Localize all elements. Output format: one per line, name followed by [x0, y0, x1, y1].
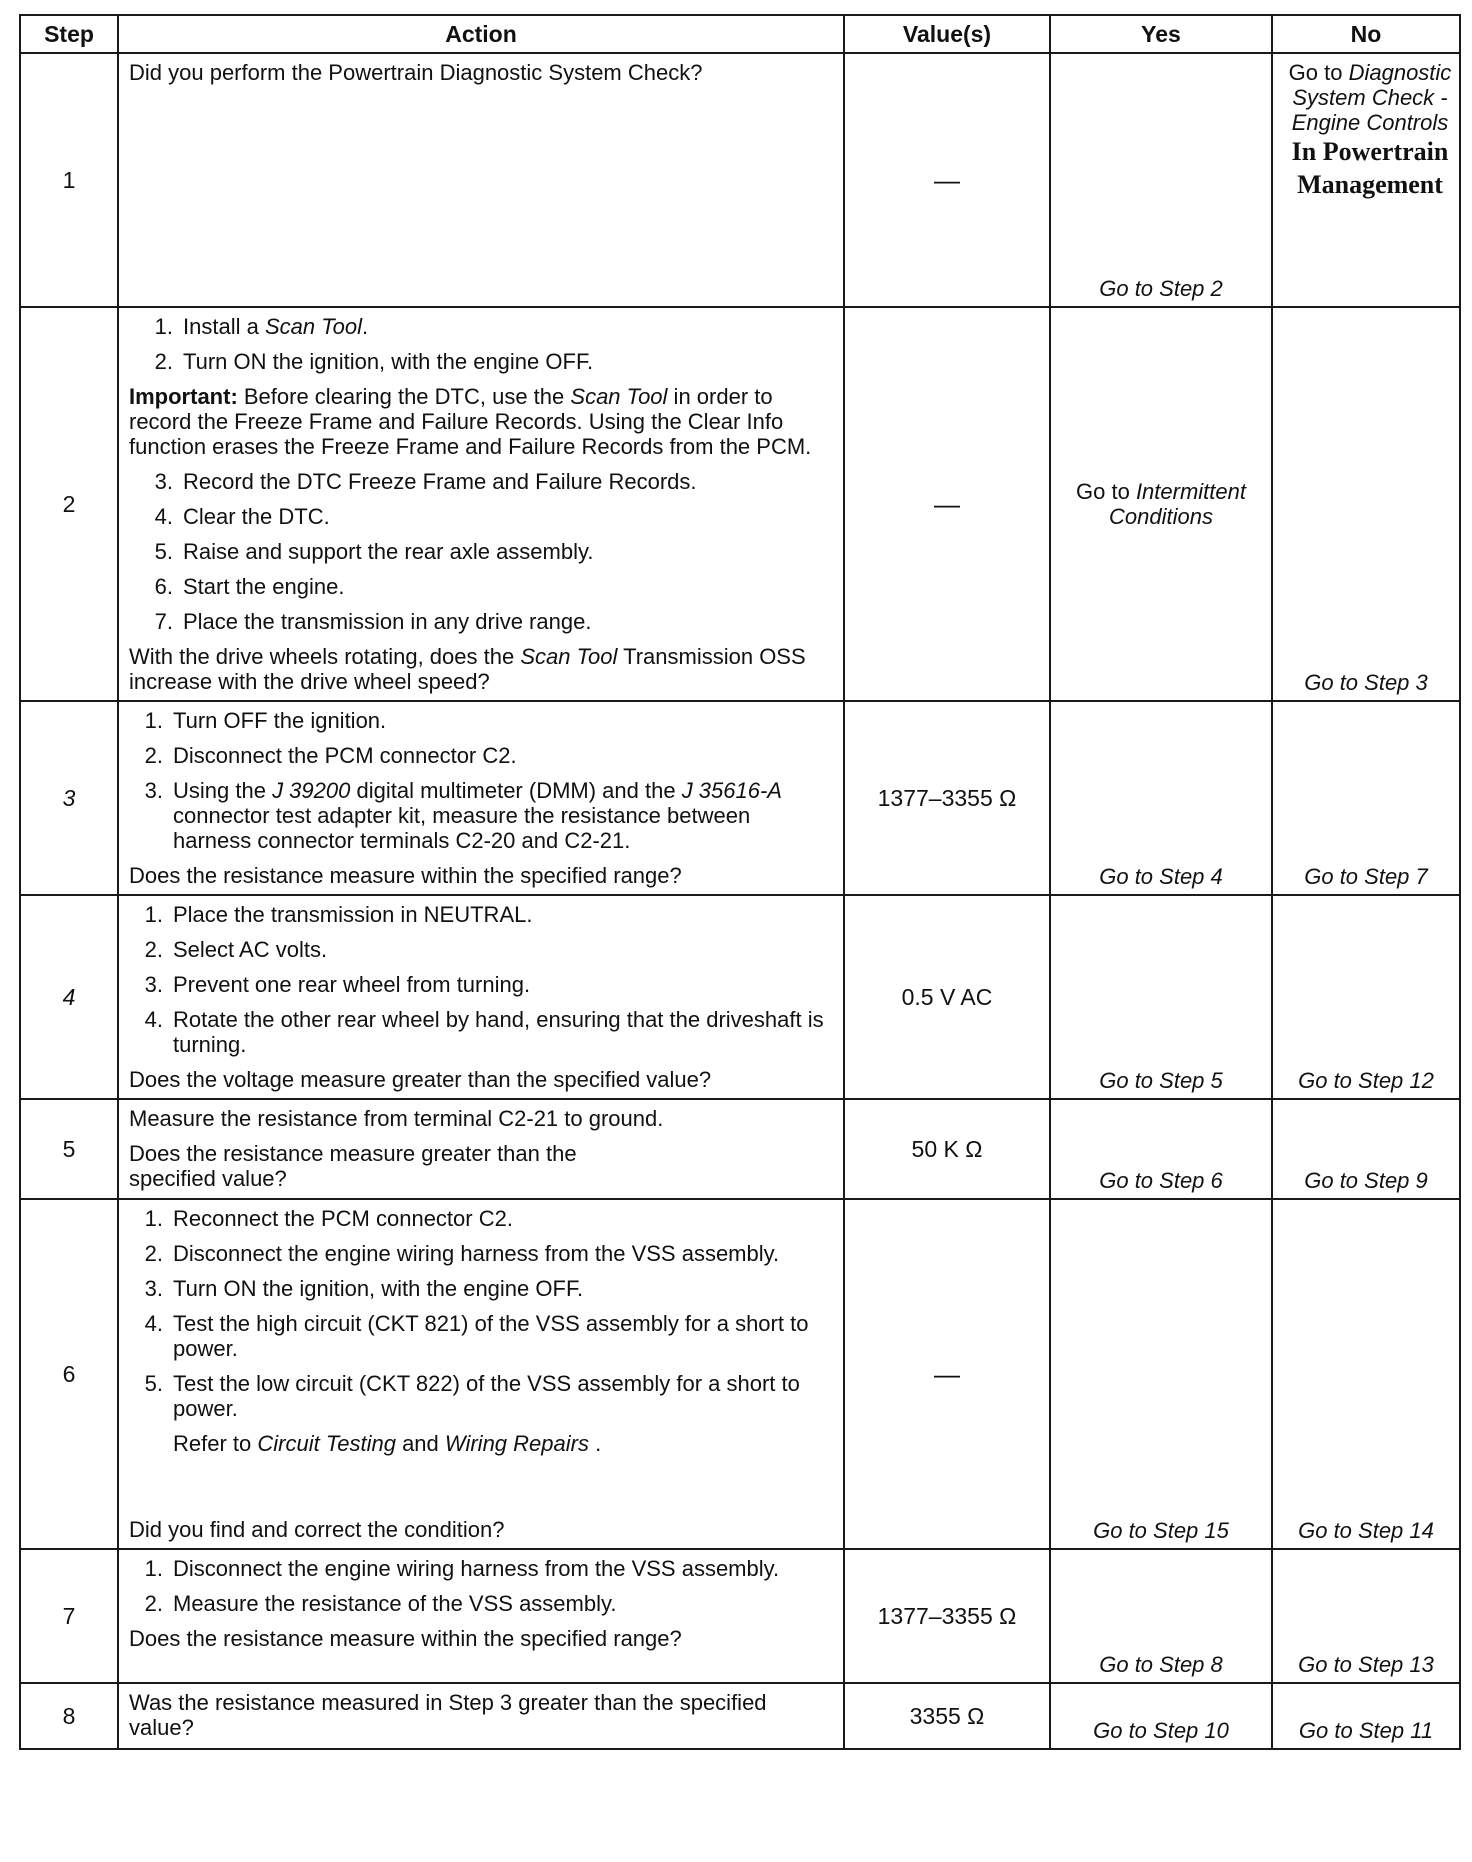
question-text — [129, 644, 833, 694]
no-cell — [1272, 895, 1460, 1099]
table-row — [20, 53, 1460, 307]
header-row — [20, 15, 1460, 53]
text: Test the high circuit (CKT 821) of the VSS assembly for a short to power. — [173, 1311, 809, 1361]
text: Place the transmission in NEUTRAL. — [173, 902, 533, 927]
yes-goto-link[interactable] — [1051, 479, 1271, 529]
important-label: Important: — [129, 384, 238, 409]
no-goto-link[interactable]: Go to Step 3 — [1304, 670, 1428, 695]
text: Install a — [183, 314, 265, 339]
no-cell — [1272, 1549, 1460, 1683]
text: Refer to — [173, 1431, 258, 1456]
text: Place the transmission in any drive range. — [183, 609, 592, 634]
question-text: Does the resistance measure within the specified range? — [129, 863, 682, 888]
list-item: 2. Turn ON the ignition, with the engine OFF. — [129, 349, 833, 374]
tool-ref: J 35616-A — [681, 778, 782, 803]
important-note — [129, 384, 833, 459]
yes-goto-link[interactable]: Go to Step 15 — [1093, 1518, 1229, 1543]
value-text: — — [934, 164, 960, 195]
step-number: 2 — [20, 307, 118, 701]
text: Go to — [1076, 479, 1136, 504]
list-item: 2. Select AC volts. — [129, 937, 833, 962]
text: Rotate the other rear wheel by hand, ensuring that the driveshaft is turning. — [173, 1007, 824, 1057]
yes-goto-link[interactable]: Go to Step 4 — [1099, 864, 1223, 889]
list-item: 3. Turn ON the ignition, with the engine OFF. — [129, 1276, 833, 1301]
no-goto-link[interactable]: Go to Step 12 — [1298, 1068, 1434, 1093]
yes-cell — [1050, 1549, 1272, 1683]
list-item: 3. Record the DTC Freeze Frame and Failure Records. — [129, 469, 833, 494]
text: in order to record the Freeze Frame and Failure Records. Using the Clear Info function erases the Freeze Frame and Failure Records from the PCM. — [129, 384, 812, 459]
action-cell — [118, 701, 844, 895]
list-item: 4. Clear the DTC. — [129, 504, 833, 529]
action-cell — [118, 1199, 844, 1549]
list-item: 7. Place the transmission in any drive range. — [129, 609, 833, 634]
list-item: 2. Measure the resistance of the VSS assembly. — [129, 1591, 833, 1616]
text: Start the engine. — [183, 574, 345, 599]
text: Select AC volts. — [173, 937, 328, 962]
text: Disconnect the engine wiring harness from the VSS assembly. — [173, 1556, 780, 1581]
step-number: 6 — [20, 1199, 118, 1549]
value-cell — [844, 1683, 1050, 1749]
value-text: — — [934, 488, 960, 519]
list-item: 5. Raise and support the rear axle assembly. — [129, 539, 833, 564]
yes-cell — [1050, 1199, 1272, 1549]
text: Turn ON the ignition, with the engine OFF. — [173, 1276, 584, 1301]
header-action: Action — [118, 15, 844, 53]
value-cell — [844, 1199, 1050, 1549]
list-item: 2. Disconnect the PCM connector C2. — [129, 743, 833, 768]
text: . — [588, 1431, 602, 1456]
action-cell — [118, 1549, 844, 1683]
value-cell — [844, 1549, 1050, 1683]
text-italic: Scan Tool — [570, 384, 668, 409]
list-item: 1. Reconnect the PCM connector C2. — [129, 1206, 833, 1231]
step-number: 5 — [20, 1099, 118, 1199]
yes-cell — [1050, 1683, 1272, 1749]
no-cell — [1272, 307, 1460, 701]
action-cell — [118, 1099, 844, 1199]
table-row — [20, 1199, 1460, 1549]
no-goto-link[interactable]: Go to Step 11 — [1298, 1718, 1434, 1743]
no-cell — [1272, 53, 1460, 307]
value-cell — [844, 701, 1050, 895]
no-cell — [1272, 1199, 1460, 1549]
value-cell — [844, 1099, 1050, 1199]
text: connector test adapter kit, measure the resistance between harness connector terminals C2-20 and C2-21. — [173, 803, 751, 853]
action-cell — [118, 1683, 844, 1749]
list-item: 3. Using the J 39200 digital multimeter (DMM) and the J 35616-A connector test adapter kit, measure the resistance between harness connector terminals C2-20 and C2-21. — [144, 778, 782, 853]
text: Transmission OSS increase with the drive wheel speed? — [129, 644, 806, 694]
yes-goto-link[interactable]: Go to Step 2 — [1099, 276, 1223, 301]
list-item: 1. Disconnect the engine wiring harness from the VSS assembly. — [129, 1556, 833, 1581]
list-item: 4. Rotate the other rear wheel by hand, ensuring that the driveshaft is turning. — [129, 1007, 833, 1057]
value-text: 0.5 V AC — [901, 983, 993, 1010]
list-item: 1. Install a Scan Tool. — [154, 314, 369, 339]
list-item: 4. Test the high circuit (CKT 821) of the VSS assembly for a short to power. — [129, 1311, 833, 1361]
value-cell — [844, 895, 1050, 1099]
reference-link[interactable]: Circuit Testing — [257, 1431, 396, 1456]
step-number: 4 — [20, 895, 118, 1099]
action-cell — [118, 307, 844, 701]
text: Disconnect the PCM connector C2. — [173, 743, 517, 768]
no-prefix: Go to — [1288, 60, 1349, 85]
table-row — [20, 701, 1460, 895]
question-text: Was the resistance measured in Step 3 greater than the specified value? — [129, 1690, 767, 1740]
table-row — [20, 1683, 1460, 1749]
value-cell — [844, 307, 1050, 701]
table-row — [20, 895, 1460, 1099]
value-text: 1377–3355 Ω — [877, 784, 1017, 811]
yes-cell — [1050, 701, 1272, 895]
value-cell — [844, 53, 1050, 307]
action-cell — [118, 53, 844, 307]
text: Before clearing the DTC, use the — [237, 384, 571, 409]
yes-cell — [1050, 895, 1272, 1099]
yes-cell — [1050, 1099, 1272, 1199]
yes-goto-link[interactable]: Go to Step 5 — [1099, 1068, 1223, 1093]
question-text: Did you perform the Powertrain Diagnostic System Check? — [129, 60, 703, 85]
question-text: Does the voltage measure greater than the specified value? — [129, 1067, 712, 1092]
step-number: 7 — [20, 1549, 118, 1683]
no-serif-ref: In Powertrain Management — [1291, 137, 1449, 199]
yes-goto-link[interactable]: Go to Step 10 — [1093, 1718, 1229, 1743]
text: Test the low circuit (CKT 822) of the VSS assembly for a short to power. — [173, 1371, 800, 1421]
no-cell — [1272, 1683, 1460, 1749]
header-no: No — [1272, 15, 1460, 53]
value-text: 50 K Ω — [911, 1135, 983, 1162]
no-cell — [1272, 701, 1460, 895]
text: Prevent one rear wheel from turning. — [173, 972, 531, 997]
header-yes: Yes — [1050, 15, 1272, 53]
no-goto-link[interactable]: Go to Step 9 — [1304, 1168, 1428, 1193]
table-row — [20, 1549, 1460, 1683]
question-text: Does the resistance measure within the specified range? — [129, 1626, 682, 1651]
yes-cell — [1050, 53, 1272, 307]
diagnostic-table-document — [19, 14, 1459, 1750]
question-text: Does the resistance measure greater than the specified value? — [129, 1141, 577, 1191]
header-step: Step — [20, 15, 118, 53]
text-italic: Scan Tool — [264, 314, 362, 339]
text: Turn OFF the ignition. — [173, 708, 387, 733]
text: Reconnect the PCM connector C2. — [173, 1206, 513, 1231]
text: digital multimeter (DMM) and the — [350, 778, 682, 803]
no-goto-link[interactable]: Go to Step 14 — [1298, 1518, 1434, 1543]
yes-goto-link[interactable]: Go to Step 8 — [1099, 1652, 1223, 1677]
step-number: 8 — [20, 1683, 118, 1749]
table-row — [20, 1099, 1460, 1199]
diagnostic-table — [19, 14, 1461, 1750]
step-number: 3 — [20, 701, 118, 895]
value-text: 1377–3355 Ω — [877, 1602, 1017, 1629]
text: Record the DTC Freeze Frame and Failure Records. — [183, 469, 697, 494]
tool-ref: J 39200 — [272, 778, 351, 803]
value-text: — — [934, 1358, 960, 1389]
yes-cell — [1050, 307, 1272, 701]
text: and — [395, 1431, 445, 1456]
text-italic: Scan Tool — [520, 644, 618, 669]
table-row — [20, 307, 1460, 701]
list-item: 3. Prevent one rear wheel from turning. — [129, 972, 833, 997]
no-goto-link[interactable] — [1273, 54, 1459, 201]
yes-goto-link[interactable]: Go to Step 6 — [1099, 1168, 1223, 1193]
value-text: 3355 Ω — [909, 1702, 985, 1729]
header-values: Value(s) — [844, 15, 1050, 53]
text: Clear the DTC. — [183, 504, 330, 529]
list-item — [129, 1431, 833, 1456]
action-text: Measure the resistance from terminal C2-21 to ground. — [129, 1106, 664, 1131]
step-number: 1 — [20, 53, 118, 307]
text: Raise and support the rear axle assembly. — [183, 539, 594, 564]
text-italic: Intermittent Conditions — [1109, 479, 1246, 529]
list-item: 1. Turn OFF the ignition. — [129, 708, 833, 733]
text: . — [361, 314, 369, 339]
list-item: 6. Start the engine. — [129, 574, 833, 599]
reference-link[interactable]: Wiring Repairs — [444, 1431, 589, 1456]
text: Measure the resistance of the VSS assembly. — [173, 1591, 617, 1616]
text: Disconnect the engine wiring harness from the VSS assembly. — [173, 1241, 780, 1266]
list-item: 1. Place the transmission in NEUTRAL. — [129, 902, 833, 927]
list-item: 5. Test the low circuit (CKT 822) of the VSS assembly for a short to power. — [129, 1371, 833, 1421]
no-goto-link[interactable]: Go to Step 13 — [1298, 1652, 1434, 1677]
no-italic-ref: Diagnostic System Check - Engine Controls — [1291, 60, 1452, 135]
no-goto-link[interactable]: Go to Step 7 — [1304, 864, 1428, 889]
no-cell — [1272, 1099, 1460, 1199]
text: Using the — [173, 778, 273, 803]
list-item: 2. Disconnect the engine wiring harness from the VSS assembly. — [129, 1241, 833, 1266]
action-cell — [118, 895, 844, 1099]
text: Turn ON the ignition, with the engine OFF. — [183, 349, 594, 374]
text: With the drive wheels rotating, does the — [129, 644, 521, 669]
question-text: Did you find and correct the condition? — [129, 1517, 505, 1542]
